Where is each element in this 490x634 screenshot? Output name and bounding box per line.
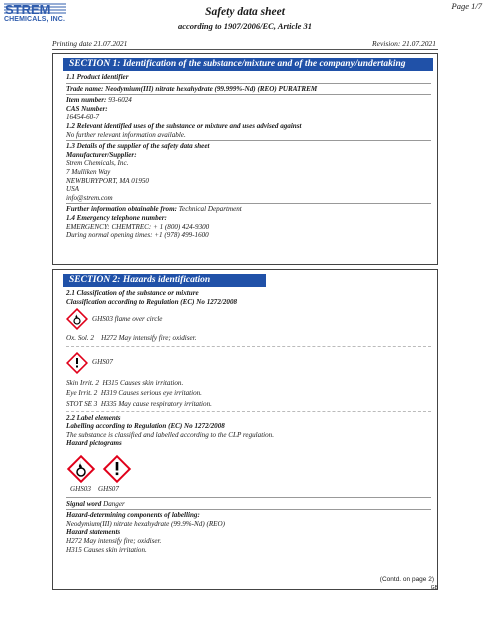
section-2-body [66,289,431,554]
cas-number-value: 16454-60-7 [66,113,100,122]
logo-subtitle: CHEMICALS, INC. [4,16,65,23]
divider [66,140,431,141]
ghs07-row [66,350,431,376]
pictogram-label-ghs07: GHS07 [97,484,119,493]
supplier-city: NEWBURYPORT, MA 01950 [66,176,149,185]
identified-uses-heading: 1.2 Relevant identified uses of the substance or mixture and uses advised against [66,121,302,130]
hazard-class-stot: STOT SE 3 [66,399,98,408]
trade-name: Trade name: Neodymium(III) nitrate hexahydrate (99.999%-Nd) (REO) PURATREM [66,84,318,93]
further-info-value: Technical Department [178,205,242,214]
ghs03-pictogram-icon [66,454,96,484]
language-code: GB [430,585,438,591]
hazard-statement-h319: H319 Causes serious eye irritation. [100,389,202,398]
signal-word-label: Signal word [66,499,102,508]
section-1 [52,53,438,265]
divider [66,411,431,412]
divider [66,83,431,84]
statement-h315: H315 Causes skin irritation. [66,545,147,554]
hazard-class-ox: Ox. Sol. 2 [66,334,94,343]
divider [66,346,431,347]
section-1-body [66,73,431,240]
supplier-email: info@strem.com [66,193,113,202]
supplier-country: USA [66,185,80,194]
classification-regulation: Classification according to Regulation (EC) No 1272/2008 [66,297,238,306]
section-2-heading: SECTION 2: Hazards identification [63,274,266,287]
item-number-value: 93-6024 [108,96,132,105]
ghs07-label: GHS07 [92,358,113,367]
hazard-component: Neodymium(III) nitrate hexahydrate (99.9%-Nd) (REO) [66,519,225,528]
supplier-name: Strem Chemicals, Inc. [66,159,129,168]
flame-over-circle-icon [66,308,88,330]
emergency-phone-heading: 1.4 Emergency telephone number: [66,213,167,222]
hazard-statement-h335: H335 May cause respiratory irritation. [100,399,212,408]
hazard-class-eye: Eye Irrit. 2 [66,389,98,398]
further-info-label: Further information obtainable from: [66,205,177,214]
hazard-statements-heading: Hazard statements [66,528,121,537]
document-subtitle: according to 1907/2006/EC, Article 31 [177,21,313,31]
manufacturer-label: Manufacturer/Supplier: [66,150,137,159]
supplier-details-heading: 1.3 Details of the supplier of the safety data sheet [66,142,210,151]
hazard-statement-h272: H272 May intensify fire; oxidiser. [101,334,197,343]
hazard-pictograms-heading: Hazard pictograms [66,439,122,448]
ghs07-pictogram-icon [102,454,132,484]
identified-uses-text: No further relevant information available. [66,130,186,139]
ghs03-row [66,306,431,332]
statement-h272: H272 May intensify fire; oxidiser. [66,536,162,545]
pictogram-label-ghs03: GHS03 [70,484,91,493]
divider [66,497,431,498]
cas-number-label: CAS Number: [66,104,108,113]
document-title: Safety data sheet [205,6,285,18]
ghs03-label: GHS03 flame over circle [92,314,163,323]
labelling-regulation: Labelling according to Regulation (EC) No 1272/2008 [66,422,225,431]
label-elements-heading: 2.2 Label elements [66,413,121,422]
logo-text: STREM [5,2,51,16]
exclamation-mark-icon [66,352,88,374]
divider [66,203,431,204]
section-1-heading: SECTION 1: Identification of the substance/mixture and of the company/undertaking [63,58,433,71]
hazard-class-skin: Skin Irrit. 2 [66,378,99,387]
printing-date: Printing date 21.07.2021 [52,39,128,48]
section-2 [52,269,438,590]
revision-date: Revision: 21.07.2021 [372,39,436,48]
hazard-statement-h315: H315 Causes skin irritation. [102,378,184,387]
emergency-phone: EMERGENCY: CHEMTREC: + 1 (800) 424-9300 [66,222,210,231]
labelling-text: The substance is classified and labelled according to the CLP regulation. [66,430,275,439]
item-number-label: Item number: [66,96,107,105]
signal-word-value: Danger [103,499,125,508]
supplier-street: 7 Mulliken Way [66,167,111,176]
continued-note: (Contd. on page 2) [379,576,434,583]
page-number: Page 1/7 [451,1,482,11]
pictogram-row [66,454,431,482]
divider [66,94,431,95]
hazard-components-heading: Hazard-determining components of labelling: [66,511,200,520]
office-phone: During normal opening times: +1 (978) 499-1600 [66,231,209,240]
classification-heading: 2.1 Classification of the substance or mixture [66,289,199,297]
header-divider [52,49,438,50]
divider [66,509,431,510]
product-identifier-heading: 1.1 Product identifier [66,73,129,81]
